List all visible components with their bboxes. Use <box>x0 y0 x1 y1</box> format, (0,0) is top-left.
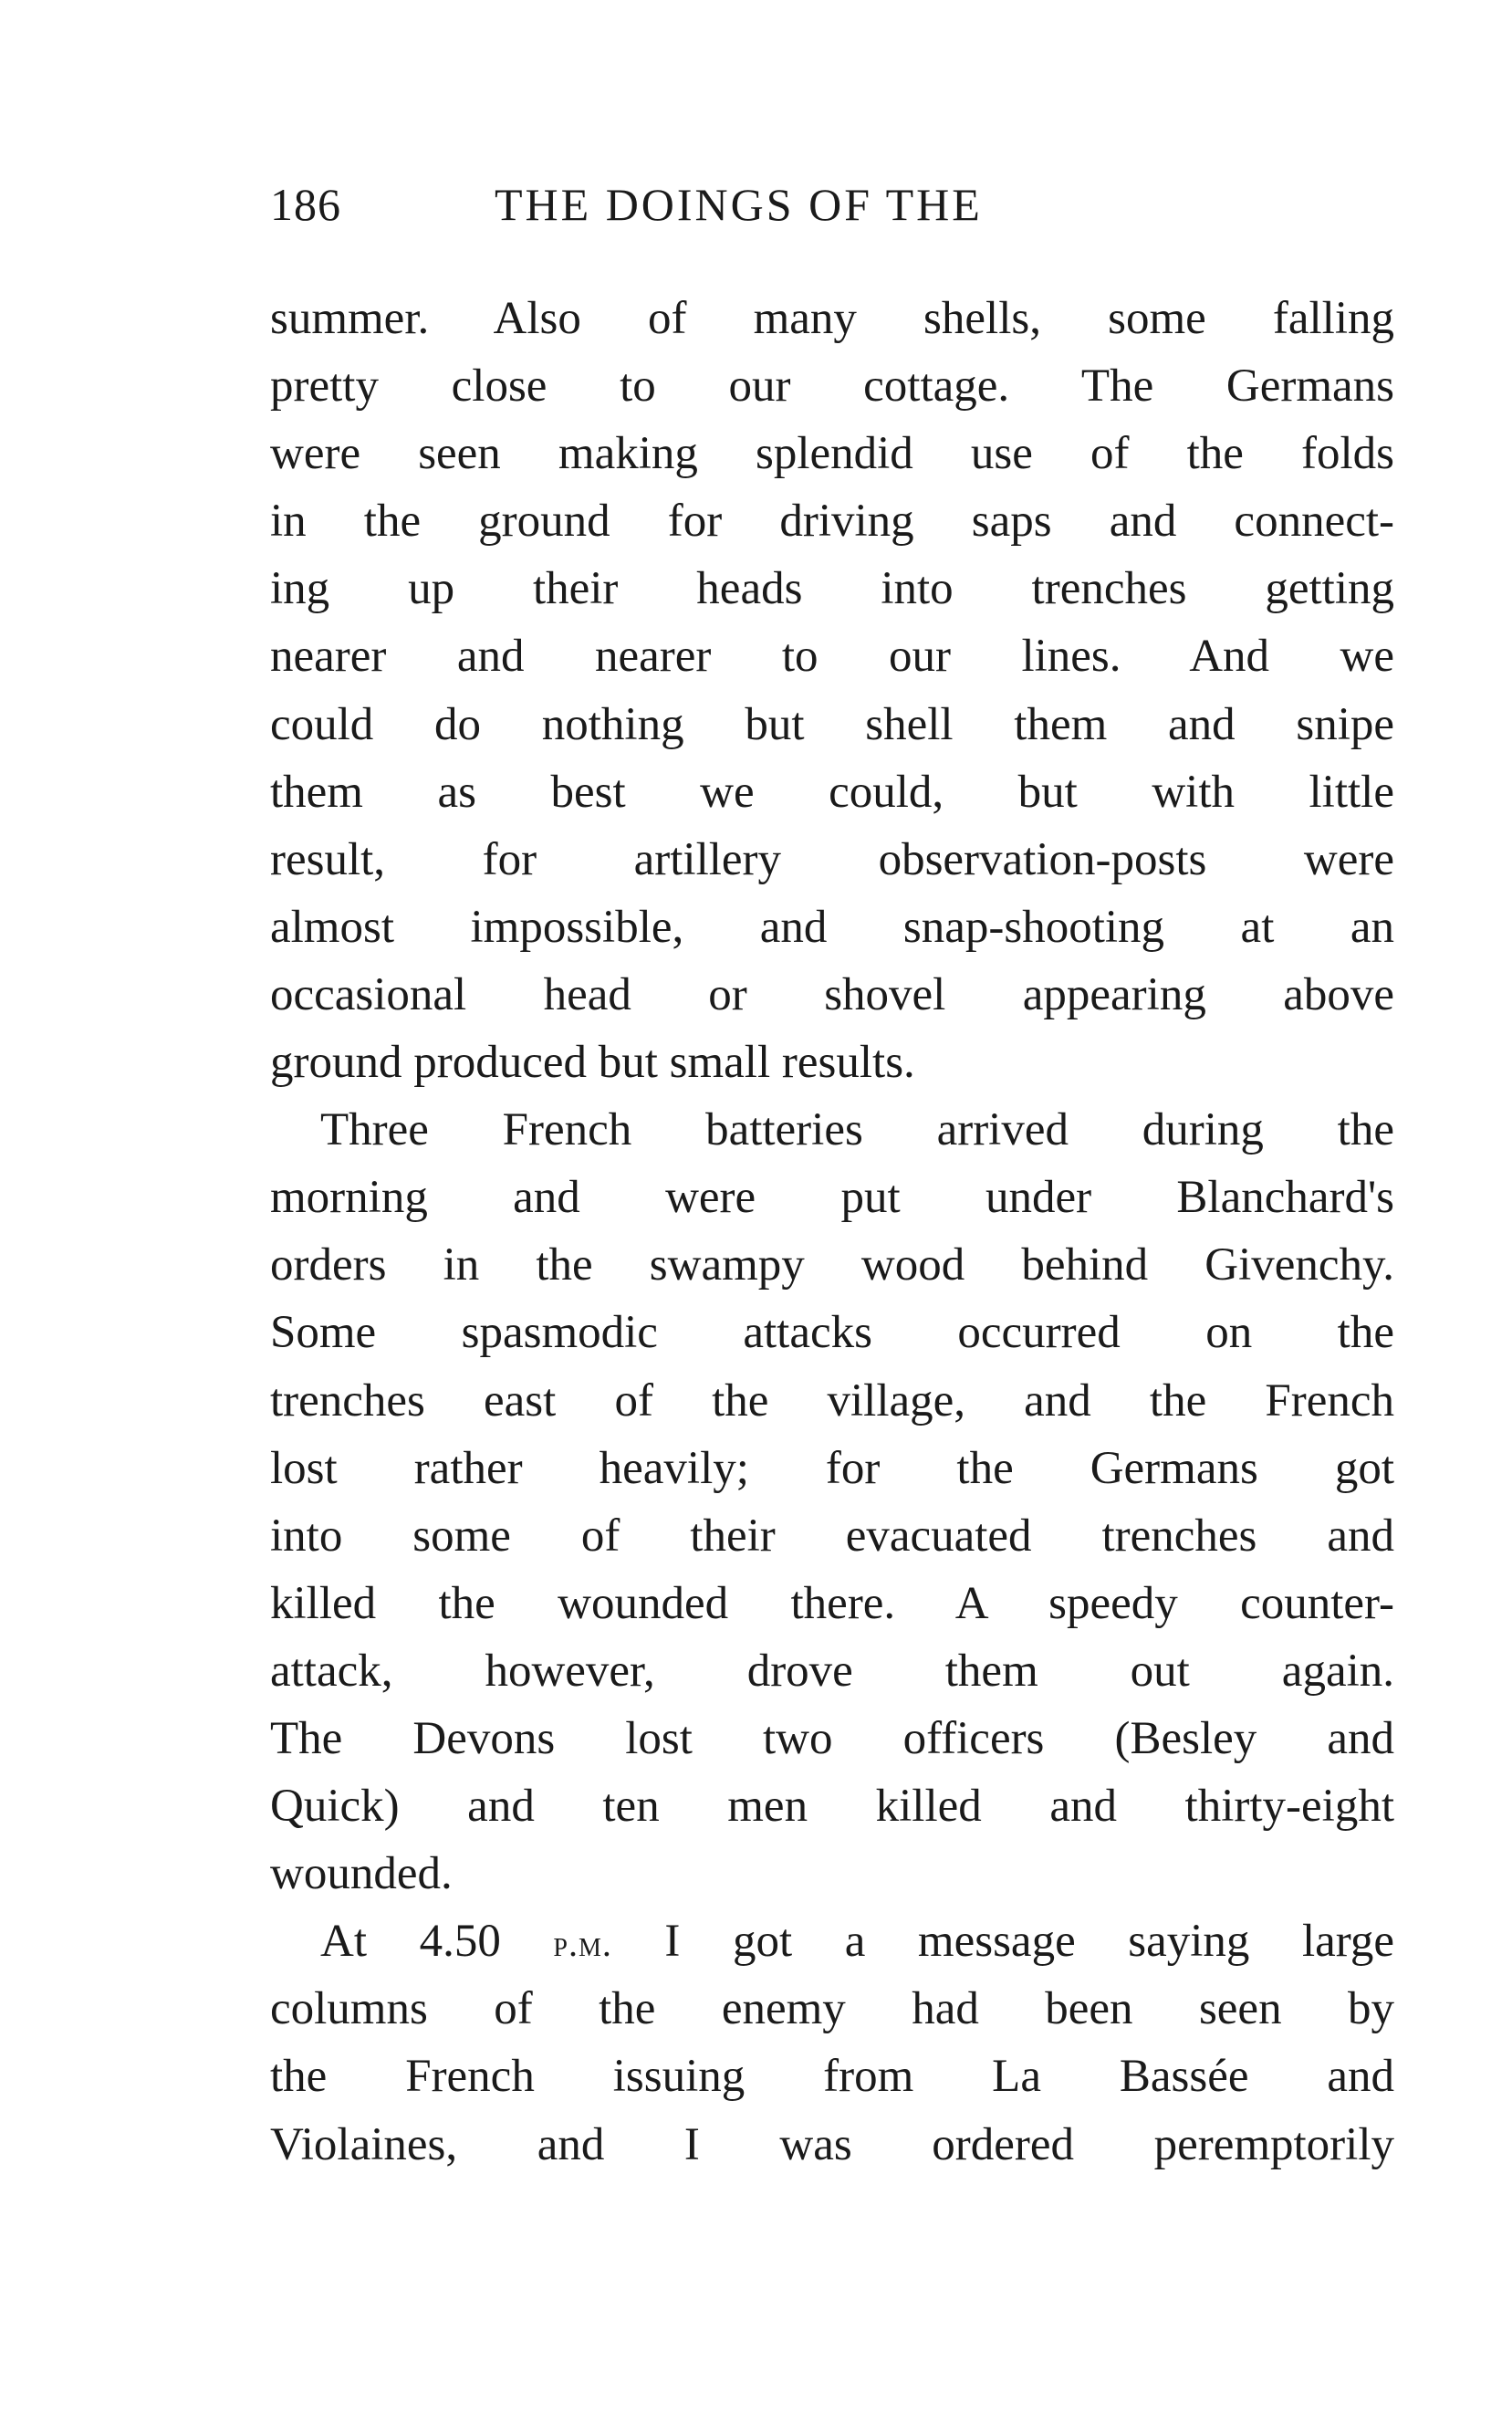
text-line: attack, however, drove them out again. <box>270 1645 1394 1697</box>
text-line: could do nothing but shell them and snipe <box>270 698 1394 750</box>
text-line: killed the wounded there. A speedy counter- <box>270 1577 1394 1629</box>
body-text <box>270 285 1394 2179</box>
text-line: them as best we could, but with little <box>270 766 1394 818</box>
text-line: columns of the enemy had been seen by <box>270 1983 1394 2035</box>
text-line: nearer and nearer to our lines. And we <box>270 631 1394 683</box>
text-line: Some spasmodic attacks occurred on the <box>270 1307 1394 1359</box>
text-line: orders in the swampy wood behind Givenchy. <box>270 1239 1394 1291</box>
text-line: The Devons lost two officers (Besley and <box>270 1712 1394 1764</box>
text-line: wounded. <box>270 1848 453 1900</box>
text-line: summer. Also of many shells, some falling <box>270 293 1394 344</box>
text-line: into some of their evacuated trenches and <box>270 1510 1394 1562</box>
text-line: the French issuing from La Bassée and <box>270 2051 1394 2103</box>
text-line: ground produced but small results. <box>270 1037 915 1089</box>
text-line: occasional head or shovel appearing above <box>270 968 1394 1020</box>
text-line: Quick) and ten men killed and thirty-eight <box>270 1781 1394 1833</box>
text-line: Three French batteries arrived during the <box>320 1104 1394 1156</box>
text-line: trenches east of the village, and the French <box>270 1374 1394 1427</box>
text-line: almost impossible, and snap-shooting at an <box>270 901 1394 953</box>
page-number: 186 <box>270 179 341 230</box>
text-line: pretty close to our cottage. The Germans <box>270 361 1394 413</box>
text-span: I got a message saying large <box>611 1916 1394 1968</box>
time-abbreviation: p.m. <box>553 1923 612 1965</box>
text-span: At 4.50 <box>320 1916 554 1968</box>
text-line <box>270 1907 1394 1975</box>
text-line: in the ground for driving saps and connect- <box>270 496 1394 548</box>
text-line: lost rather heavily; for the Germans got <box>270 1442 1394 1494</box>
text-line: ing up their heads into trenches getting <box>270 563 1394 615</box>
text-line: Violaines, and I was ordered peremptorily <box>270 2118 1394 2170</box>
text-line: were seen making splendid use of the folds <box>270 428 1394 480</box>
running-head <box>270 175 1383 234</box>
text-line: morning and were put under Blanchard's <box>270 1172 1394 1224</box>
text-line: result, for artillery observation-posts were <box>270 833 1394 885</box>
running-title: THE DOINGS OF THE <box>495 179 983 230</box>
